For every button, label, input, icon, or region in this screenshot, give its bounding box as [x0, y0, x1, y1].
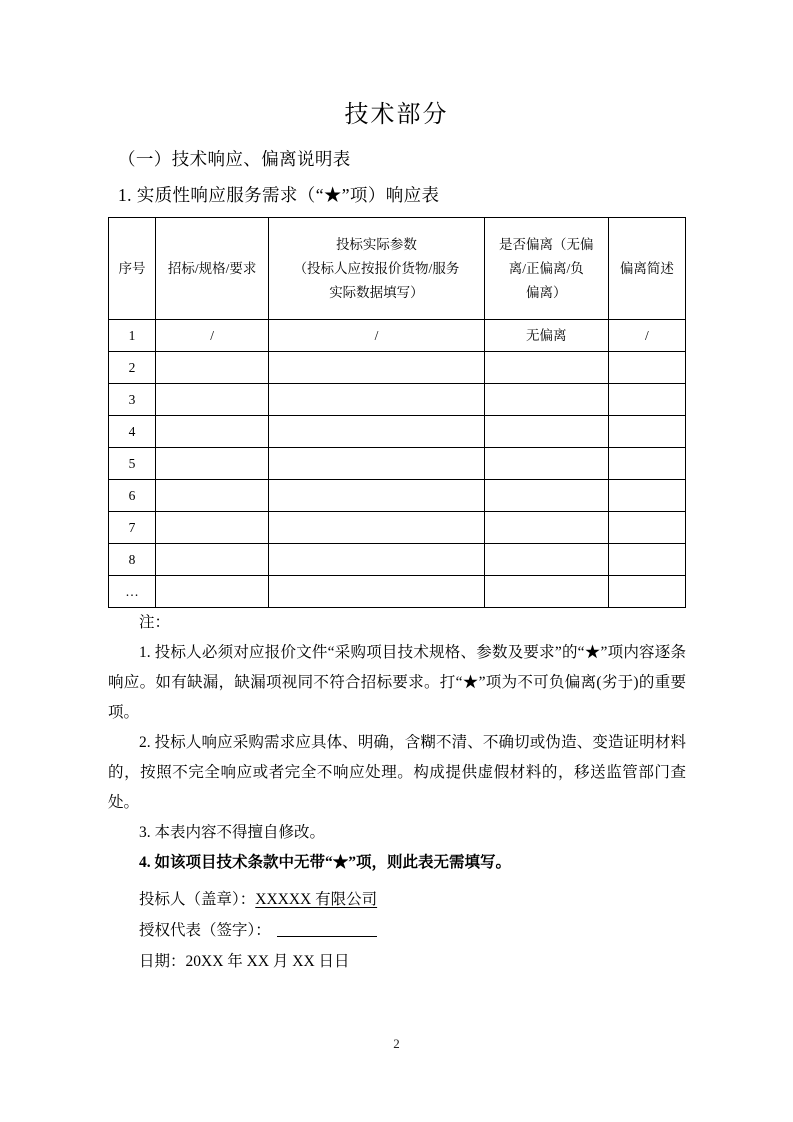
page-title: 技术部分	[344, 102, 449, 128]
note-item-4: 4. 如该项目技术条款中无带“★”项，则此表无需填写。	[139, 854, 512, 871]
table-row	[109, 512, 686, 544]
cell-deviation[interactable]	[484, 448, 608, 480]
cell-actual-params[interactable]	[269, 416, 484, 448]
cell-deviation[interactable]: 无偏离	[484, 320, 608, 352]
cell-index: 3	[109, 384, 156, 416]
cell-spec[interactable]	[156, 384, 269, 416]
notes-block	[108, 608, 686, 878]
cell-index: 7	[109, 512, 156, 544]
column-header-deviation-line2: 离/正偏离/负	[508, 260, 584, 276]
cell-index: 4	[109, 416, 156, 448]
cell-spec[interactable]	[156, 512, 269, 544]
cell-index: 8	[109, 544, 156, 576]
cell-summary[interactable]	[608, 384, 685, 416]
column-header-actual-line3: 实际数据填写）	[329, 284, 424, 300]
cell-actual-params[interactable]	[269, 512, 484, 544]
cell-index: 2	[109, 352, 156, 384]
cell-deviation[interactable]	[484, 384, 608, 416]
table-row	[109, 576, 686, 608]
column-header-summary-text: 偏离简述	[619, 260, 674, 276]
table-row	[109, 352, 686, 384]
cell-spec[interactable]	[156, 544, 269, 576]
section-heading: （一）技术响应、偏离说明表	[118, 149, 351, 169]
table-row	[109, 416, 686, 448]
column-header-actual-params	[269, 218, 484, 320]
cell-summary[interactable]	[608, 416, 685, 448]
column-header-deviation	[484, 218, 608, 320]
cell-index: 6	[109, 480, 156, 512]
representative-signature-field[interactable]	[277, 936, 377, 937]
cell-actual-params[interactable]	[269, 544, 484, 576]
column-header-spec-text: 招标/规格/要求	[167, 260, 257, 276]
cell-deviation[interactable]	[484, 512, 608, 544]
column-header-deviation-line1: 是否偏离（无偏	[498, 236, 594, 252]
bidder-label: 投标人（盖章）：	[139, 891, 256, 908]
cell-spec[interactable]	[156, 480, 269, 512]
note-item-1: 1. 投标人必须对应报价文件“采购项目技术规格、参数及要求”的“★”项内容逐条响应。如有缺漏，缺漏项视同不符合招标要求。打“★”项为不可负偏离(劣于)的重要项。	[108, 644, 686, 721]
cell-deviation[interactable]	[484, 352, 608, 384]
cell-spec[interactable]: /	[156, 320, 269, 352]
cell-summary[interactable]	[608, 352, 685, 384]
column-header-actual-line2: （投标人应按报价货物/服务	[293, 260, 460, 276]
cell-spec[interactable]	[156, 576, 269, 608]
note-item-3: 3. 本表内容不得擅自修改。	[139, 824, 326, 841]
bidder-line	[108, 884, 686, 915]
bidder-value[interactable]: XXXXX 有限公司	[255, 891, 378, 908]
cell-deviation[interactable]	[484, 416, 608, 448]
column-header-index	[109, 218, 156, 320]
cell-spec[interactable]	[156, 352, 269, 384]
cell-summary[interactable]	[608, 512, 685, 544]
representative-line	[108, 915, 686, 946]
cell-actual-params[interactable]	[269, 576, 484, 608]
table-row	[109, 480, 686, 512]
cell-summary[interactable]	[608, 544, 685, 576]
cell-index: 5	[109, 448, 156, 480]
table-row	[109, 448, 686, 480]
cell-actual-params[interactable]	[269, 448, 484, 480]
cell-actual-params[interactable]: /	[269, 320, 484, 352]
column-header-summary	[608, 218, 685, 320]
cell-spec[interactable]	[156, 416, 269, 448]
cell-index: …	[109, 576, 156, 608]
representative-label: 授权代表（签字）：	[139, 922, 271, 939]
cell-deviation[interactable]	[484, 480, 608, 512]
date-line[interactable]: 日期：20XX 年 XX 月 XX 日日	[139, 953, 350, 970]
column-header-deviation-line3: 偏离）	[525, 284, 567, 300]
cell-actual-params[interactable]	[269, 384, 484, 416]
notes-label: 注：	[139, 614, 171, 631]
signature-block	[108, 884, 686, 977]
column-header-spec	[156, 218, 269, 320]
technical-response-table	[108, 217, 686, 608]
table-row	[109, 544, 686, 576]
cell-summary[interactable]	[608, 480, 685, 512]
table-row	[109, 320, 686, 352]
column-header-index-text: 序号	[118, 260, 146, 276]
table-row	[109, 384, 686, 416]
subsection-heading: 1. 实质性响应服务需求（“★”项）响应表	[118, 185, 440, 205]
column-header-actual-line1: 投标实际参数	[335, 236, 417, 252]
table-header-row	[109, 218, 686, 320]
cell-deviation[interactable]	[484, 544, 608, 576]
cell-summary[interactable]	[608, 448, 685, 480]
page-number: 2	[393, 1036, 400, 1051]
note-item-2: 2. 投标人响应采购需求应具体、明确，含糊不清、不确切或伪造、变造证明材料的，按照不完全响应或者完全不响应处理。构成提供虚假材料的，移送监管部门查处。	[108, 734, 686, 811]
cell-summary[interactable]	[608, 576, 685, 608]
cell-actual-params[interactable]	[269, 352, 484, 384]
cell-deviation[interactable]	[484, 576, 608, 608]
cell-spec[interactable]	[156, 448, 269, 480]
table-body	[109, 320, 686, 608]
cell-actual-params[interactable]	[269, 480, 484, 512]
cell-summary[interactable]: /	[608, 320, 685, 352]
cell-index: 1	[109, 320, 156, 352]
